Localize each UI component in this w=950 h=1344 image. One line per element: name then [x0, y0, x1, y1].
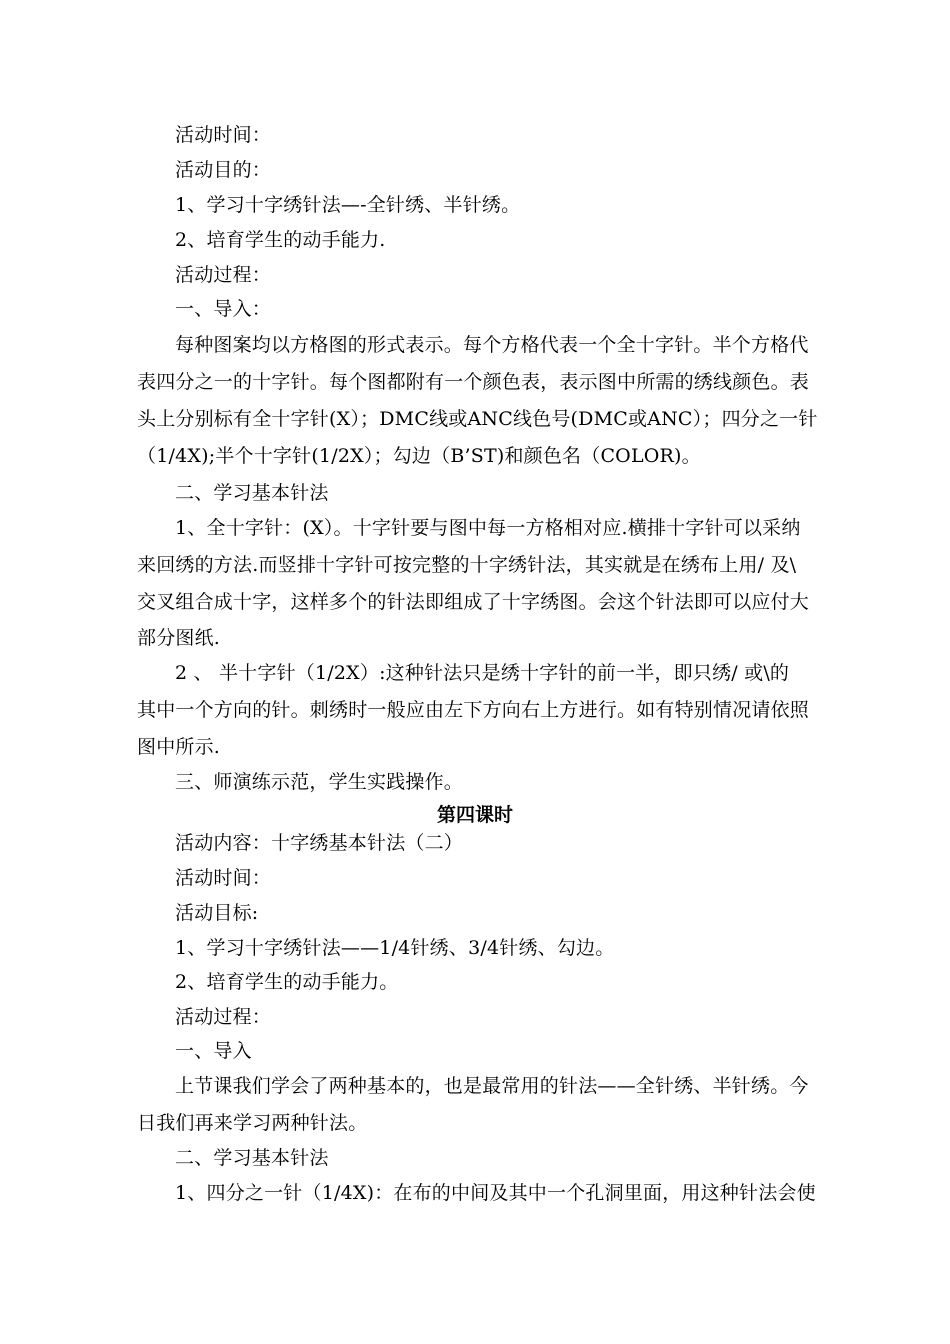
basic-stitch-1-line: 交叉组合成十字，这样多个的针法即组成了十字绣图。会这个针法即可以应付大: [137, 591, 810, 613]
activity-process-label: 活动过程：: [175, 1006, 272, 1028]
goal-item-2: 2、培育学生的动手能力。: [175, 971, 399, 993]
section-basic-heading: 二、学习基本针法: [175, 1147, 329, 1169]
section-intro-heading: 一、导入: [175, 1040, 252, 1062]
basic-stitch-1-line: 1、四分之一针（1/4X)：在布的中间及其中一个孔洞里面，用这种针法会使: [175, 1182, 816, 1204]
basic-stitch-1-line: 来回绣的方法.而竖排十字针可按完整的十字绣针法，其实就是在绣布上用/ 及\: [137, 554, 797, 576]
activity-time-label: 活动时间：: [175, 124, 272, 146]
activity-target-label: 活动目标:: [175, 902, 259, 924]
basic-stitch-2-line: 2 、 半十字针（1/2X）:这种针法只是绣十字针的前一半，即只绣/ 或\的: [175, 662, 790, 684]
section-intro-heading: 一、导入：: [175, 298, 272, 320]
goal-item-1: 1、学习十字绣针法——1/4针绣、3/4针绣、勾边。: [175, 937, 615, 959]
goal-item-1: 1、学习十字绣针法—-全针绣、半针绣。: [175, 194, 521, 216]
intro-paragraph-line: 上节课我们学会了两种基本的，也是最常用的针法——全针绣、半针绣。今: [175, 1075, 809, 1097]
lesson-title: 第四课时: [436, 804, 513, 826]
activity-process-label: 活动过程：: [175, 264, 272, 286]
intro-paragraph-line: （1/4X);半个十字针(1/2X）；勾边（B’ST)和颜色名（COLOR)。: [137, 445, 701, 467]
section-basic-heading: 二、学习基本针法: [175, 482, 329, 504]
basic-stitch-2-line: 图中所示.: [137, 736, 221, 758]
basic-stitch-2-line: 其中一个方向的针。刺绣时一般应由左下方向右上方进行。如有特别情况请依照: [137, 699, 810, 721]
goal-item-2: 2、培育学生的动手能力.: [175, 229, 386, 251]
intro-paragraph-line: 每种图案均以方格图的形式表示。每个方格代表一个全十字针。半个方格代: [175, 334, 809, 356]
activity-time-label: 活动时间：: [175, 867, 272, 889]
section-demo-heading: 三、师演练示范，学生实践操作。: [175, 771, 464, 793]
intro-paragraph-line: 日我们再来学习两种针法。: [137, 1112, 368, 1134]
activity-goal-label: 活动目的：: [175, 159, 272, 181]
activity-content-label: 活动内容：十字绣基本针法（二）: [175, 832, 464, 854]
basic-stitch-1-line: 1、全十字针：(X）。十字针要与图中每一方格相对应.横排十字针可以采纳: [175, 517, 801, 539]
intro-paragraph-line: 头上分别标有全十字针(X）；DMC线或ANC线色号(DMC或ANC）；四分之一针: [137, 408, 818, 430]
intro-paragraph-line: 表四分之一的十字针。每个图都附有一个颜色表，表示图中所需的绣线颜色。表: [137, 371, 810, 393]
basic-stitch-1-line: 部分图纸.: [137, 627, 221, 649]
